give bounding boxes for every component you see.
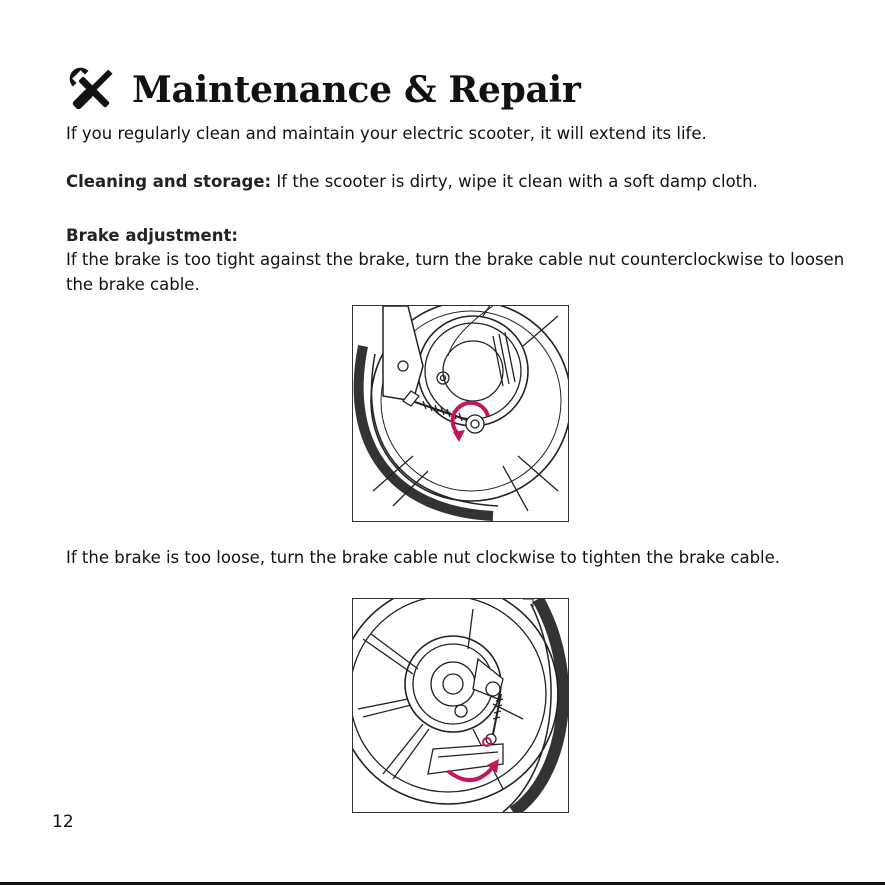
intro-paragraph: If you regularly clean and maintain your electric scooter, it will extend its life. xyxy=(66,124,707,143)
brake-tight-paragraph: If the brake is too tight against the brake, turn the brake cable nut counterclockwise to loosen the brake cable. xyxy=(66,250,845,294)
cleaning-paragraph xyxy=(66,169,758,194)
brake-loose-paragraph: If the brake is too loose, turn the brake cable nut clockwise to tighten the brake cable. xyxy=(66,548,781,567)
page-number: 12 xyxy=(52,812,74,832)
brake-tighten-figure xyxy=(352,598,569,813)
cleaning-heading: Cleaning and storage: xyxy=(66,172,272,191)
page-title: Maintenance & Repair xyxy=(132,69,581,111)
brake-loosen-figure xyxy=(352,305,569,522)
brake-loosen-illustration xyxy=(353,306,568,521)
brake-heading: Brake adjustment: xyxy=(66,226,238,245)
tools-icon xyxy=(64,62,120,118)
title-row xyxy=(64,60,581,120)
cleaning-text: If the scooter is dirty, wipe it clean with a soft damp cloth. xyxy=(271,172,758,191)
brake-tighten-illustration xyxy=(353,599,568,812)
